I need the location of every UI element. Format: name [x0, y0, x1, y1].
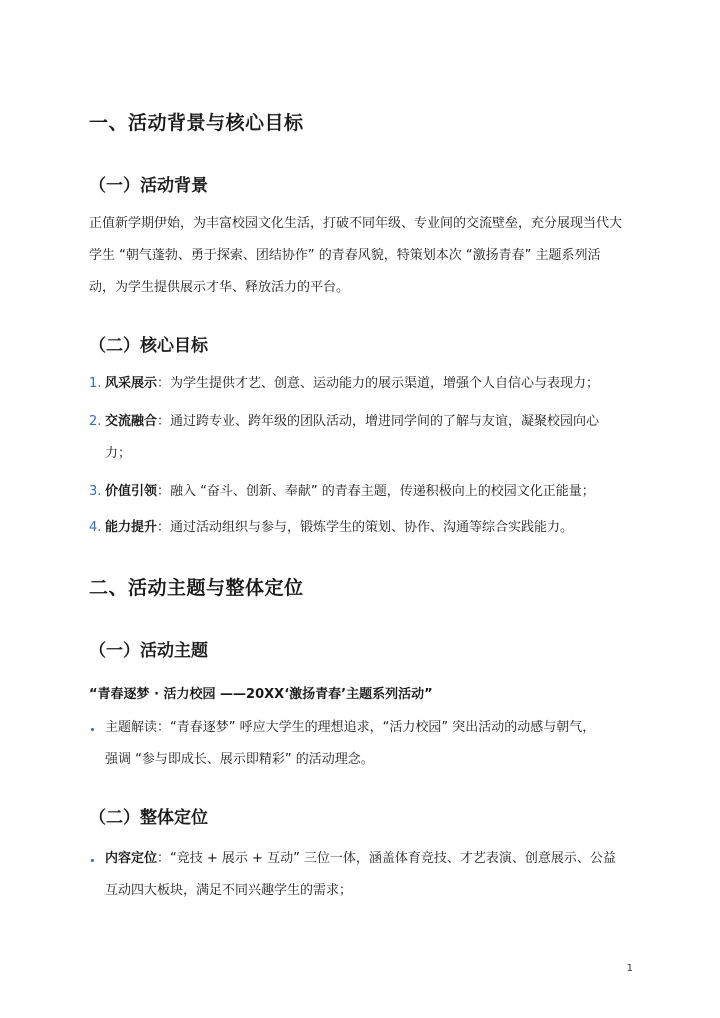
list-number: 1. [89, 376, 102, 391]
list-item-label: 能力提升 [105, 520, 158, 535]
theme-bullet-line-2: 强调 “参与即成长、展示即精彩” 的活动理念。 [105, 752, 374, 767]
list-number: 2. [89, 414, 102, 429]
background-paragraph-line-2: 学生 “朝气蓬勃、勇于探索、团结协作” 的青春风貌，特策划本次 “激扬青春” 主题系列活 [89, 248, 601, 263]
list-item-continuation: 力； [105, 446, 132, 461]
list-item-text: ：为学生提供才艺、创意、运动能力的展示渠道，增强个人自信心与表现力； [157, 376, 600, 391]
list-item-label: 交流融合 [105, 414, 158, 429]
list-item-text: ：通过跨专业、跨年级的团队活动，增进同学间的了解与友谊，凝聚校园向心 [157, 414, 600, 429]
background-paragraph-line-3: 动，为学生提供展示才华、释放活力的平台。 [89, 280, 350, 295]
positioning-text: ：“竞技 + 展示 + 互动” 三位一体，涵盖体育竞技、才艺表演、创意展示、公益 [157, 851, 616, 866]
subsection-heading-positioning: （二）整体定位 [89, 808, 208, 828]
background-paragraph-line-1: 正值新学期伊始，为丰富校园文化生活，打破不同年级、专业间的交流壁垒，充分展现当代大 [89, 216, 623, 231]
list-item-label: 价值引领 [105, 484, 158, 499]
list-item-label: 风采展示 [105, 376, 158, 391]
subsection-heading-theme: （一）活动主题 [89, 641, 208, 661]
positioning-line-2: 互动四大板块，满足不同兴趣学生的需求； [105, 883, 353, 898]
list-item-text: ：通过活动组织与参与，锻炼学生的策划、协作、沟通等综合实践能力。 [157, 520, 574, 535]
section-title-1: 一、活动背景与核心目标 [89, 112, 304, 134]
bullet-icon [91, 728, 94, 731]
page-number: 1 [626, 963, 633, 974]
section-title-2: 二、活动主题与整体定位 [89, 577, 304, 599]
theme-tagline: “青春逐梦 · 活力校园 ——20XX‘激扬青春’主题系列活动” [89, 687, 433, 702]
list-item [105, 413, 599, 431]
list-item [105, 519, 573, 537]
positioning-label: 内容定位 [105, 851, 158, 866]
positioning-line-1 [105, 850, 616, 868]
list-number: 4. [89, 520, 102, 535]
list-item [105, 483, 595, 501]
subsection-heading-background: （一）活动背景 [89, 176, 208, 196]
theme-bullet-line-1: 主题解读：“青春逐梦” 呼应大学生的理想追求，“活力校园” 突出活动的动感与朝气， [105, 720, 596, 735]
subsection-heading-goals: （二）核心目标 [89, 336, 208, 356]
list-number: 3. [89, 484, 102, 499]
bullet-icon [91, 859, 94, 862]
list-item [105, 375, 599, 393]
list-item-text: ：融入 “奋斗、创新、奉献” 的青春主题，传递积极向上的校园文化正能量； [157, 484, 595, 499]
